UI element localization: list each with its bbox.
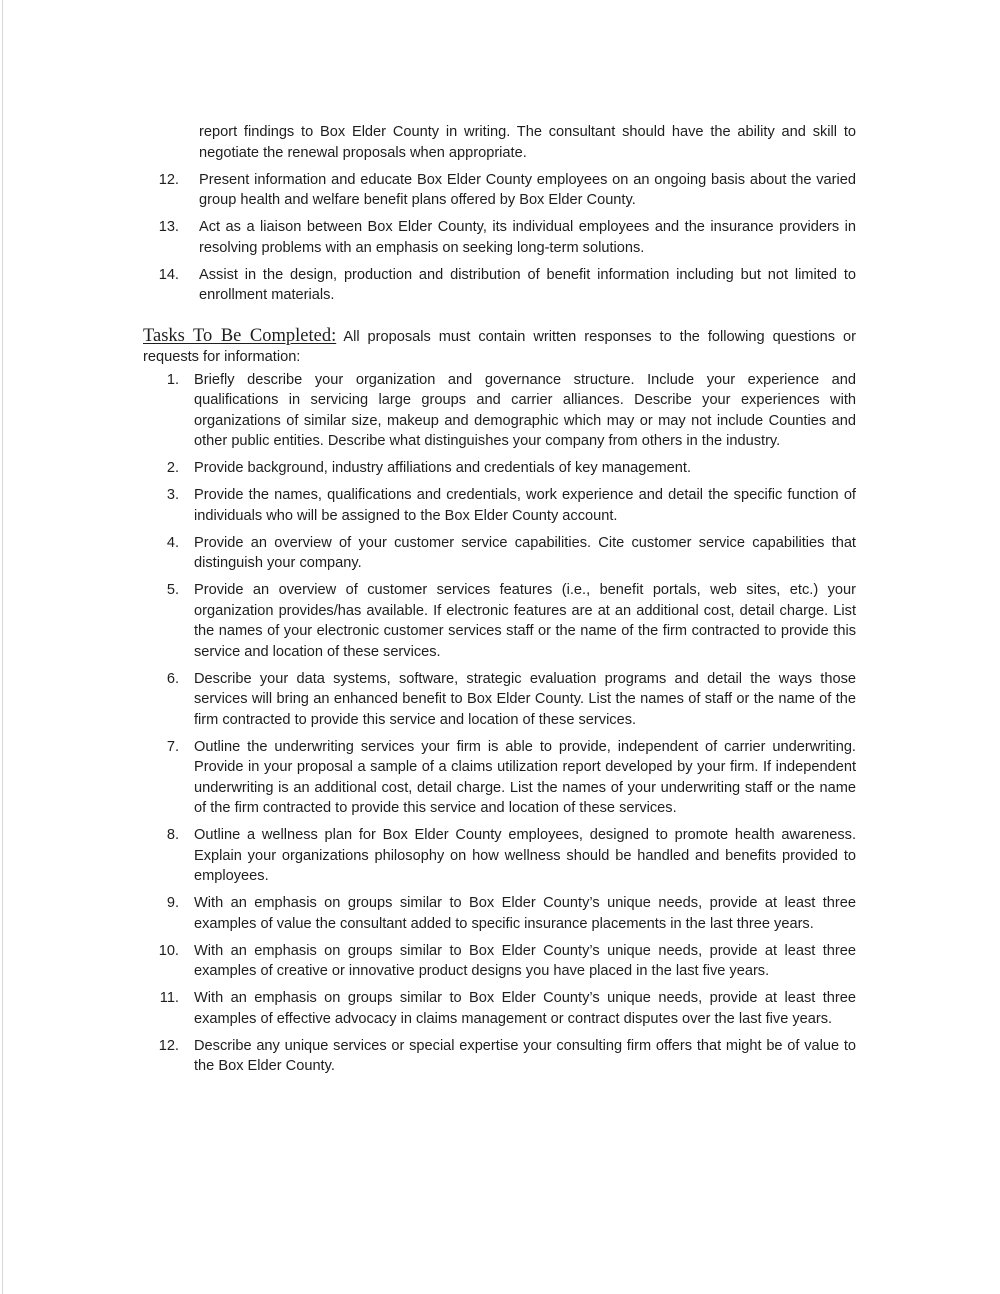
item-text: Describe any unique services or special expertise your consulting firm offers that might be of value to the Box Elder County.: [194, 1037, 856, 1074]
scan-edge: [2, 0, 3, 1294]
document-body: [143, 122, 856, 1083]
list-item: [143, 580, 856, 662]
list-item: [143, 737, 856, 819]
tasks-list: [143, 370, 856, 1077]
list-item: [143, 458, 856, 479]
item-text: Outline the underwriting services your firm is able to provide, independent of carrier underwriting. Provide in your proposal a sample of a claims utilization report developed by your firm. If independent underwriting is an additional cost, detail charge. List the names of your underwriting staff or the name of the firm contracted to provide this service and location of these services.: [194, 738, 856, 816]
item-number: 12.: [158, 171, 179, 188]
item-number: 1.: [166, 371, 179, 388]
item-number: 14.: [158, 266, 179, 283]
list-item: [143, 669, 856, 731]
list-item: [143, 485, 856, 526]
list-item: [143, 170, 856, 211]
list-item: [143, 217, 856, 258]
item-text: Provide an overview of your customer service capabilities. Cite customer service capabilities that distinguish your company.: [194, 534, 856, 571]
list-item: [143, 533, 856, 574]
item-number: 3.: [166, 487, 179, 503]
list-item: [143, 893, 856, 934]
item-text: Provide the names, qualifications and credentials, work experience and detail the specific function of individuals who will be assigned to the Box Elder County account.: [194, 487, 856, 524]
item-number: 6.: [166, 670, 179, 687]
item-text: Assist in the design, production and distribution of benefit information including but not limited to enrollment materials.: [199, 266, 856, 303]
item-number: 2.: [166, 460, 179, 476]
item-number: 9.: [166, 895, 179, 911]
item-text: With an emphasis on groups similar to Box Elder County’s unique needs, provide at least three examples of creative or innovative product designs you have placed in the last five years.: [194, 942, 856, 979]
item-number: 5.: [166, 582, 179, 598]
item-number: 13.: [158, 219, 179, 235]
list-item: [143, 265, 856, 306]
item-number: 11.: [159, 990, 179, 1006]
item-text: With an emphasis on groups similar to Box Elder County’s unique needs, provide at least three examples of value the consultant added to specific insurance placements in the last three years.: [194, 895, 856, 932]
list-item: [143, 988, 856, 1029]
item-number: 7.: [166, 738, 179, 755]
item-text: Provide an overview of customer services features (i.e., benefit portals, web sites, etc.) your organization provides/has available. If electronic features are at an additional cost, detail charge. List the names of your electronic customer services staff or the name of the firm contracted to provide this service and location of these services.: [194, 582, 856, 660]
item-text: Act as a liaison between Box Elder County, its individual employees and the insurance providers in resolving problems with an emphasis on seeking long-term solutions.: [199, 219, 856, 256]
section-intro-text: All proposals must contain written responses to the following questions or requests for information:: [143, 328, 856, 365]
item-text: Outline a wellness plan for Box Elder County employees, designed to promote health awareness. Explain your organizations philosophy on how wellness should be handled and benefits provided to employees.: [194, 827, 856, 884]
item-text: Describe your data systems, software, strategic evaluation programs and detail the ways those services will bring an enhanced benefit to Box Elder County. List the names of staff or the name of the firm contracted to provide this service and location of these services.: [194, 670, 856, 728]
list-item: [143, 825, 856, 887]
responsibilities-list: [143, 170, 856, 306]
item-text: Provide background, industry affiliations and credentials of key management.: [194, 460, 692, 476]
item-text: With an emphasis on groups similar to Box Elder County’s unique needs, provide at least three examples of effective advocacy in claims management or contract disputes over the last five years.: [194, 990, 856, 1027]
item-text: Briefly describe your organization and governance structure. Include your experience and qualifications in servicing large groups and carrier alliances. Describe your experiences with organizations of similar size, makeup and demographic which may or may not include Counties and other public entities. Describe what distinguishes your company from others in the industry.: [194, 371, 856, 449]
section-heading: Tasks To Be Completed:: [143, 325, 337, 346]
item-number: 4.: [166, 534, 179, 551]
item-text: Present information and educate Box Elder County employees on an ongoing basis about the varied group health and welfare benefit plans offered by Box Elder County.: [199, 171, 856, 208]
continued-paragraph: report findings to Box Elder County in writing. The consultant should have the ability and skill to negotiate the renewal proposals when appropriate.: [199, 124, 856, 161]
list-item: [143, 370, 856, 452]
item-number: 12.: [158, 1037, 179, 1054]
list-item: [143, 941, 856, 982]
item-number: 10.: [158, 942, 179, 959]
item-number: 8.: [166, 827, 179, 843]
list-item: [143, 1036, 856, 1077]
tasks-intro: [143, 326, 856, 368]
